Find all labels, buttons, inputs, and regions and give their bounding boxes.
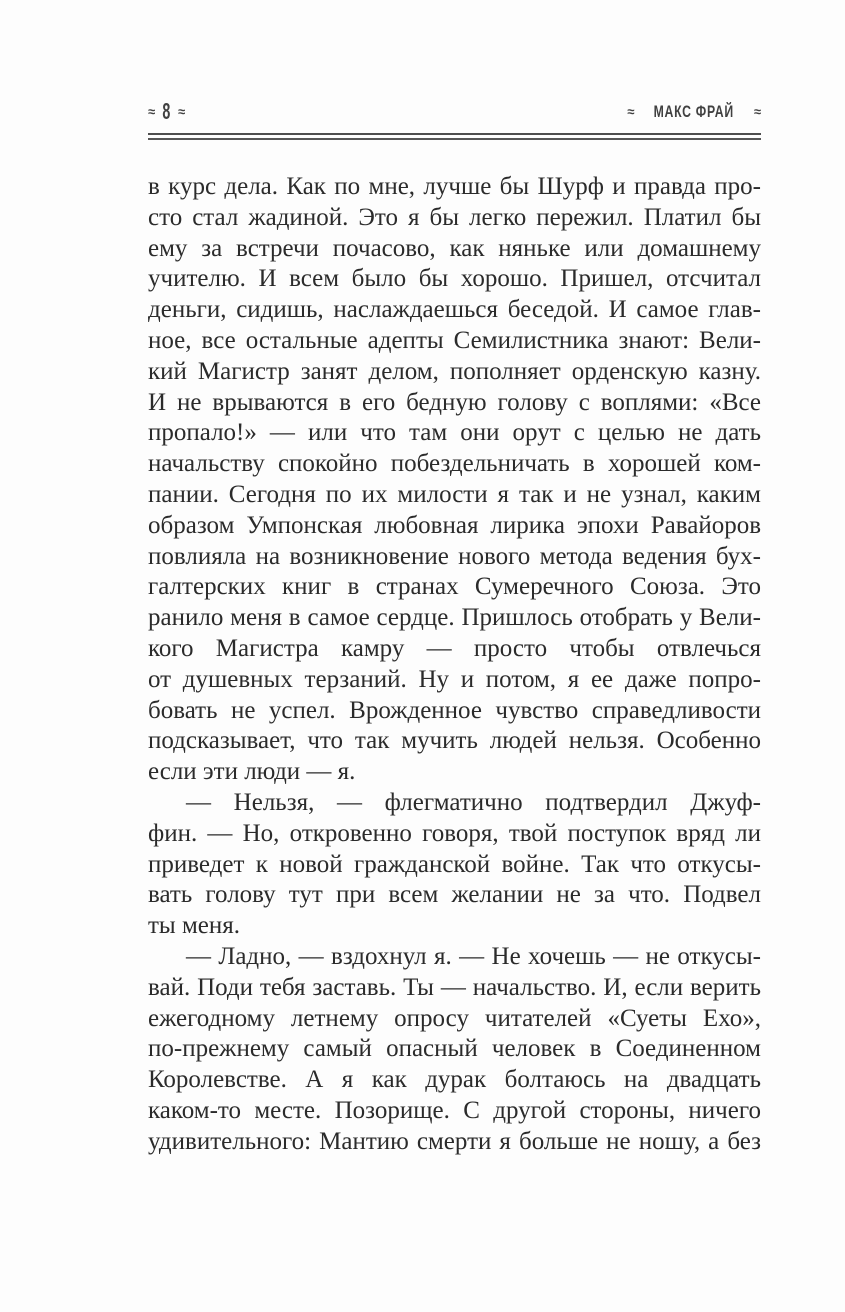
text-line: ему за встречи почасово, как няньке или домашнему xyxy=(148,234,761,262)
text-line: повлияла на возникновение нового метода ведения бух- xyxy=(148,542,761,570)
text-line: сто стал жадиной. Это я бы легко пережил. Платил бы xyxy=(148,203,761,231)
header-rule xyxy=(148,133,761,140)
approx-decoration-icon: ≈ xyxy=(177,103,186,119)
text-line: И не врываются в его бедную голову с воплями: «Все xyxy=(148,388,761,416)
page-number: 8 xyxy=(162,97,171,124)
text-line: образом Умпонская любовная лирика эпохи Равайоров xyxy=(148,511,761,539)
text-line: галтерских книг в странах Сумеречного Союза. Это xyxy=(148,573,761,601)
text-line: Королевстве. А я как дурак болтаюсь на двадцать xyxy=(148,1066,761,1094)
text-line: вай. Поди тебя заставь. Ты — начальство. И, если верить xyxy=(148,973,761,1001)
page-content xyxy=(148,98,761,1158)
text-line: начальству спокойно побездельничать в хорошей ком- xyxy=(148,450,761,478)
text-line: — Нельзя, — флегматично подтвердил Джуф- xyxy=(186,788,761,816)
text-line: если эти люди — я. xyxy=(148,758,356,786)
text-line: кий Магистр занят делом, пополняет орденскую казну. xyxy=(148,357,761,385)
text-line: деньги, сидишь, наслаждаешься беседой. И самое глав- xyxy=(148,296,761,324)
text-line: в курс дела. Как по мне, лучше бы Шурф и правда про- xyxy=(148,173,761,200)
page-header xyxy=(148,98,761,124)
text-block xyxy=(148,172,761,1158)
text-line: учителю. И всем было бы хорошо. Пришел, отсчитал xyxy=(148,265,761,293)
text-line: по-прежнему самый опасный человек в Соединенном xyxy=(148,1035,761,1063)
page-number-group xyxy=(148,97,186,124)
paragraph xyxy=(148,788,761,942)
text-line: вать голову тут при всем желании не за что. Подвел xyxy=(148,881,761,909)
text-line: фин. — Но, откровенно говоря, твой поступок вряд ли xyxy=(148,819,761,847)
running-title-group xyxy=(627,103,761,120)
text-line: пании. Сегодня по их милости я так и не узнал, каким xyxy=(148,480,761,508)
text-line: от душевных терзаний. Ну и потом, я ее даже попро- xyxy=(148,665,761,693)
approx-decoration-icon: ≈ xyxy=(148,103,156,119)
approx-decoration-icon: ≈ xyxy=(753,103,761,119)
text-line: каком-то месте. Позорище. С другой стороны, ничего xyxy=(148,1096,761,1124)
text-line: бовать не успел. Врожденное чувство справедливости xyxy=(148,696,761,724)
text-line: ное, все остальные адепты Семилистника знают: Вели- xyxy=(148,326,761,354)
text-line: пропало!» — или что там они орут с целью не дать xyxy=(148,419,761,447)
text-line: подсказывает, что так мучить людей нельзя. Особенно xyxy=(148,727,761,755)
text-line: удивительного: Мантию смерти я больше не ношу, а без xyxy=(148,1127,761,1155)
text-line: кого Магистра камру — просто чтобы отвлечься xyxy=(148,634,761,662)
text-line: ежегодному летнему опросу читателей «Суеты Ехо», xyxy=(148,1004,761,1032)
text-line: ты меня. xyxy=(148,912,241,940)
approx-decoration-icon: ≈ xyxy=(627,103,635,119)
text-line: ранило меня в самое сердце. Пришлось отобрать у Вели- xyxy=(148,604,761,632)
text-line: приведет к новой гражданской войне. Так что откусы- xyxy=(148,850,761,878)
running-title: МАКС ФРАЙ xyxy=(654,101,735,121)
paragraph xyxy=(148,172,761,788)
text-line: — Ладно, — вздохнул я. — Не хочешь — не откусы- xyxy=(186,942,761,970)
paragraph xyxy=(148,942,761,1158)
